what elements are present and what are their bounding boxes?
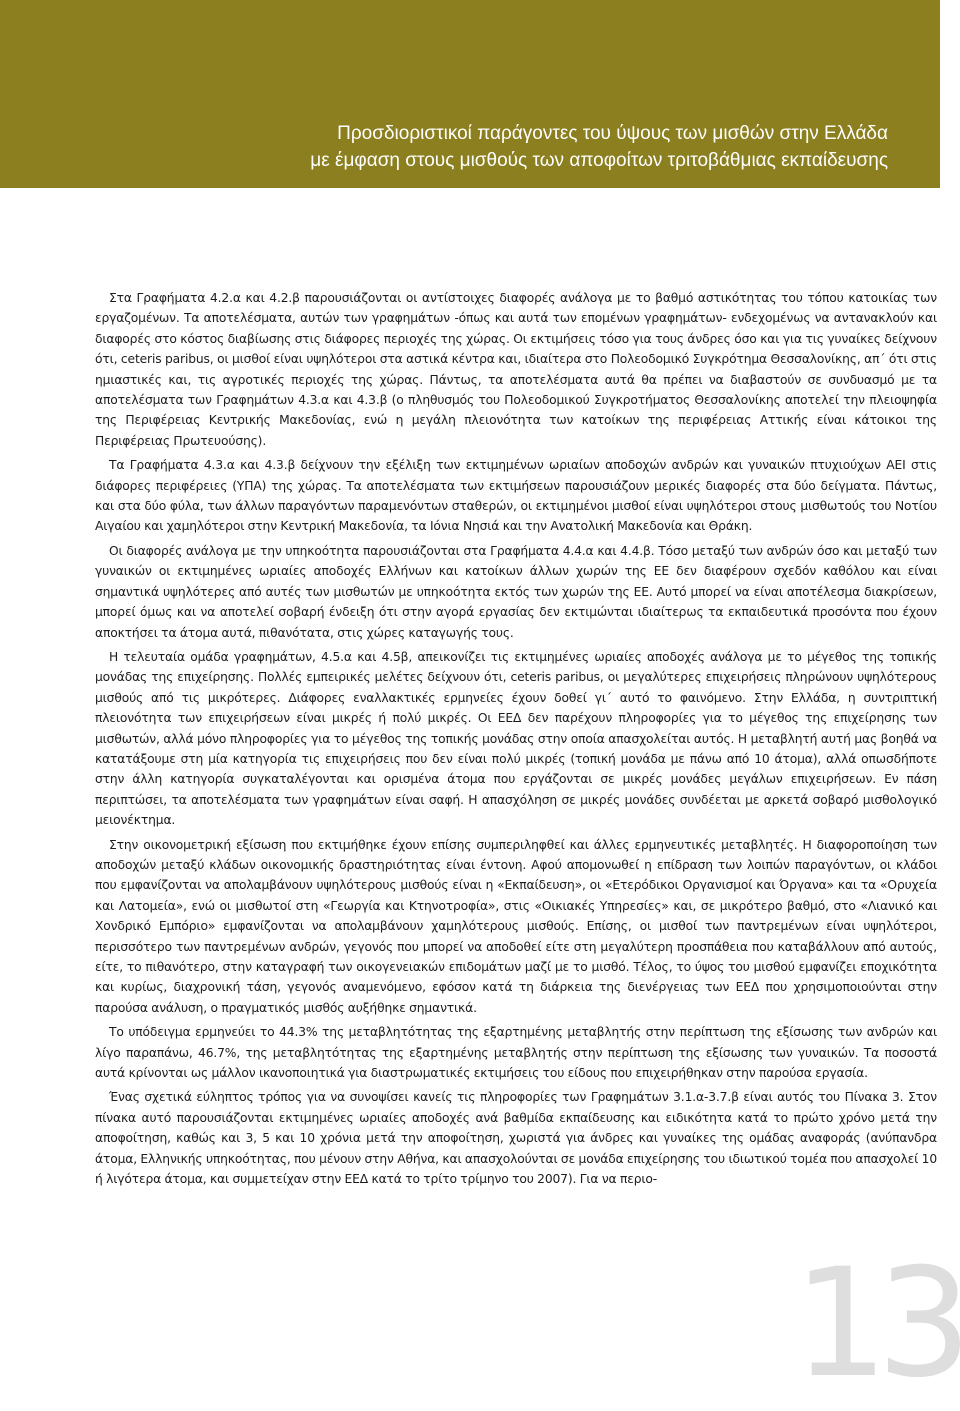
header-banner: [0, 0, 940, 188]
paragraph: Το υπόδειγμα ερμηνεύει το 44.3% της μεταβλητότητας της εξαρτημένης μεταβλητής στην περίπτωση της εξίσωσης των ανδρών και λίγο παραπάνω, 46.7%, της μεταβλητότητας της εξαρτημένης μεταβλητής στην περίπτωση της εξίσωσης των γυναικών. Τα ποσοστά αυτά κρίνονται ως μάλλον ικανοποιητικά για διαστρωματικές εκτιμήσεις του είδους που επιχειρήθηκαν στην παρούσα εργασία.: [95, 1025, 937, 1081]
paragraph: Ένας σχετικά εύληπτος τρόπος για να συνοψίσει κανείς τις πληροφορίες των Γραφημάτων 3.1.α-3.7.β είναι αυτός του Πίνακα 3. Στον πίνακα αυτό παρουσιάζονται εκτιμημένες ωριαίες αποδοχές ανά βαθμίδα εκπαίδευσης και ειδικότητα κατά το πρώτο χρόνο μετά την αποφοίτηση, καθώς και 3, 5 και 10 χρόνια μετά την αποφοίτηση, χωριστά για άνδρες και γυναίκες της ομάδας αναφοράς (ανύπανδρα άτομα, Ελληνικής υπηκοότητας, που μένουν στην Αθήνα, και απασχολούνται σε μονάδα επιχείρησης του ιδιωτικού τομέα που απασχολεί 10 ή λιγότερα άτομα, και συμμετείχαν στην ΕΕΔ κατά το τρίτο τρίμηνο του 2007). Για να περιο-: [95, 1090, 937, 1187]
body-text: [95, 288, 937, 1193]
document-title: [310, 120, 888, 174]
paragraph: Στην οικονομετρική εξίσωση που εκτιμήθηκε έχουν επίσης συμπεριληφθεί και άλλες ερμηνευτικές μεταβλητές. Η διαφοροποίηση των αποδοχών μεταξύ κλάδων οικονομικής δραστηριότητας είναι έντονη. Αφού απομονωθεί η επίδραση των λοιπών παραγόντων, οι κλάδοι που εμφανίζονται να απολαμβάνουν υψηλότερους μισθούς είναι η «Εκπαίδευση», οι «Ετερόδικοι Οργανισμοί και Όργανα» και τα «Ορυχεία και Λατομεία», ενώ οι μισθωτοί στη «Γεωργία και Κτηνοτροφία», στις «Οικιακές Υπηρεσίες» και, σε μικρότερο βαθμό, στο «Λιανικό και Χονδρικό Εμπόριο» εμφανίζονται να απολαμβάνουν χαμηλότερους μισθούς. Επίσης, οι μισθοί των παντρεμένων είναι υψηλότεροι, περισσότερο των παντρεμένων ανδρών, γεγονός που μπορεί να αποδοθεί είτε στη μεγαλύτερη προσπάθεια που καταβάλλουν από αυτούς, είτε, το πιθανότερο, στην καταγραφή των οικογενειακών επιδομάτων μαζί με το μισθό. Τέλος, το ύψος του μισθού εμφανίζει εποχικότητα και κυρίως, διαχρονική τάση, γεγονός αναμενόμενο, εφόσον κατά τη διάρκεια της διενέργειας των ΕΕΔ που χρησιμοποιούνται στην παρούσα ανάλυση, ο πραγματικός μισθός αυξήθηκε σημαντικά.: [95, 837, 937, 1015]
paragraph: Στα Γραφήματα 4.2.α και 4.2.β παρουσιάζονται οι αντίστοιχες διαφορές ανάλογα με το βαθμό αστικότητας του τόπου κατοικίας των εργαζομένων. Τα αποτελέσματα, αυτών των γραφημάτων -όπως και αυτά των επομένων γραφημάτων- ενδεχομένως να αντανακλούν και διαφορές στο κόστος διαβίωσης στις διάφορες περιοχές της χώρας. Οι εκτιμήσεις τόσο για τους άνδρες όσο και για τις γυναίκες δείχνουν ότι, ceteris paribus, οι μισθοί είναι υψηλότεροι στα αστικά κέντρα και, ιδιαίτερα στο Πολεοδομικό Συγκρότημα Θεσσαλονίκης, απ΄ ότι στις ημιαστικές και, τις αγροτικές περιοχές της χώρας. Πάντως, τα αποτελέσματα αυτά θα πρέπει να διαβαστούν σε συνδυασμό με τα αποτελέσματα των Γραφημάτων 4.3.α και 4.3.β (ο πληθυσμός του Πολεοδομικού Συγκροτήματος Θεσσαλονίκης αποτελεί την πλειοψηφία της Περιφέρειας Κεντρικής Μακεδονίας, ενώ η μεγάλη πλειονότητα των κατοίκων της περιφέρειας Αττικής είναι κάτοικοι της Περιφέρειας Πρωτευούσης).: [95, 291, 937, 448]
title-line-2: με έμφαση στους μισθούς των αποφοίτων τριτοβάθμιας εκπαίδευσης: [310, 150, 888, 171]
title-line-1: Προσδιοριστικοί παράγοντες του ύψους των μισθών στην Ελλάδα: [337, 123, 888, 144]
paragraph: Τα Γραφήματα 4.3.α και 4.3.β δείχνουν την εξέλιξη των εκτιμημένων ωριαίων αποδοχών ανδρών και γυναικών πτυχιούχων ΑΕΙ στις διάφορες περιφέρειες (ΥΠΑ) της χώρας. Τα αποτελέσματα των εκτιμήσεων παρουσιάζουν μερικές διαφορές στα δύο δείγματα. Πάντως, και στα δύο φύλα, των άλλων παραγόντων παραμενόντων σταθερών, οι εκτιμημένοι μισθοί είναι υψηλότεροι στους μισθωτούς του Νοτίου Αιγαίου και χαμηλότεροι στην Κεντρική Μακεδονία, τα Ιόνια Νησιά και την Ανατολική Μακεδονία και Θράκη.: [95, 458, 937, 534]
page-number: 13: [793, 1237, 960, 1411]
paragraph: Η τελευταία ομάδα γραφημάτων, 4.5.α και 4.5β, απεικονίζει τις εκτιμημένες ωριαίες αποδοχές ανάλογα με το μέγεθος της τοπικής μονάδας της επιχείρησης. Πολλές εμπειρικές μελέτες δείχνουν ότι, ceteris paribus, οι μεγαλύτερες επιχειρήσεις πληρώνουν υψηλότερους μισθούς από τις μικρότερες. Διάφορες εναλλακτικές ερμηνείες έχουν δοθεί γι΄ αυτό το φαινόμενο. Στην Ελλάδα, η συντριπτική πλειονότητα των επιχειρήσεων είναι μικρές ή πολύ μικρές. Οι ΕΕΔ δεν παρέχουν πληροφορίες για το μέγεθος της επιχείρησης των μισθωτών, αλλά μόνο πληροφορίες για το μέγεθος της τοπικής μονάδας στην οποία απασχολείται αυτός. Η μεταβλητή αυτή μας βοηθά να κατατάξουμε στη μία κατηγορία τις επιχειρήσεις που δεν είναι πολύ μικρές (τοπική μονάδα με πάνω από 10 άτομα), αλλά οπωσδήποτε στην άλλη κατηγορία συγκαταλέγονται και ορισμένα άτομα που εργάζονται σε μικρές μονάδες μεγάλων επιχειρήσεων. Εν πάση περιπτώσει, τα αποτελέσματα των γραφημάτων είναι σαφή. Η απασχόληση σε μικρές μονάδες συνδέεται με αρκετά σοβαρό μισθολογικό μειονέκτημα.: [95, 649, 937, 828]
paragraph: Οι διαφορές ανάλογα με την υπηκοότητα παρουσιάζονται στα Γραφήματα 4.4.α και 4.4.β. Τόσο μεταξύ των ανδρών όσο και μεταξύ των γυναικών οι εκτιμημένες ωριαίες αποδοχές Ελλήνων και κατοίκων άλλων χωρών της ΕΕ δεν διαφέρουν σχεδόν καθόλου και είναι σημαντικά υψηλότερες από αυτές των μισθωτών με υπηκοότητα εκτός των χωρών της ΕΕ. Αυτό μπορεί να είναι αποτέλεσμα διακρίσεων, μπορεί όμως και να αποτελεί σοβαρή ένδειξη ότι στην αγορά εργασίας δεν εκτιμώνται ιδιαίτερως τα εκπαιδευτικά προσόντα που έχουν αποκτήσει τα άτομα αυτά, πιθανότατα, στις χώρες καταγωγής τους.: [95, 543, 937, 640]
